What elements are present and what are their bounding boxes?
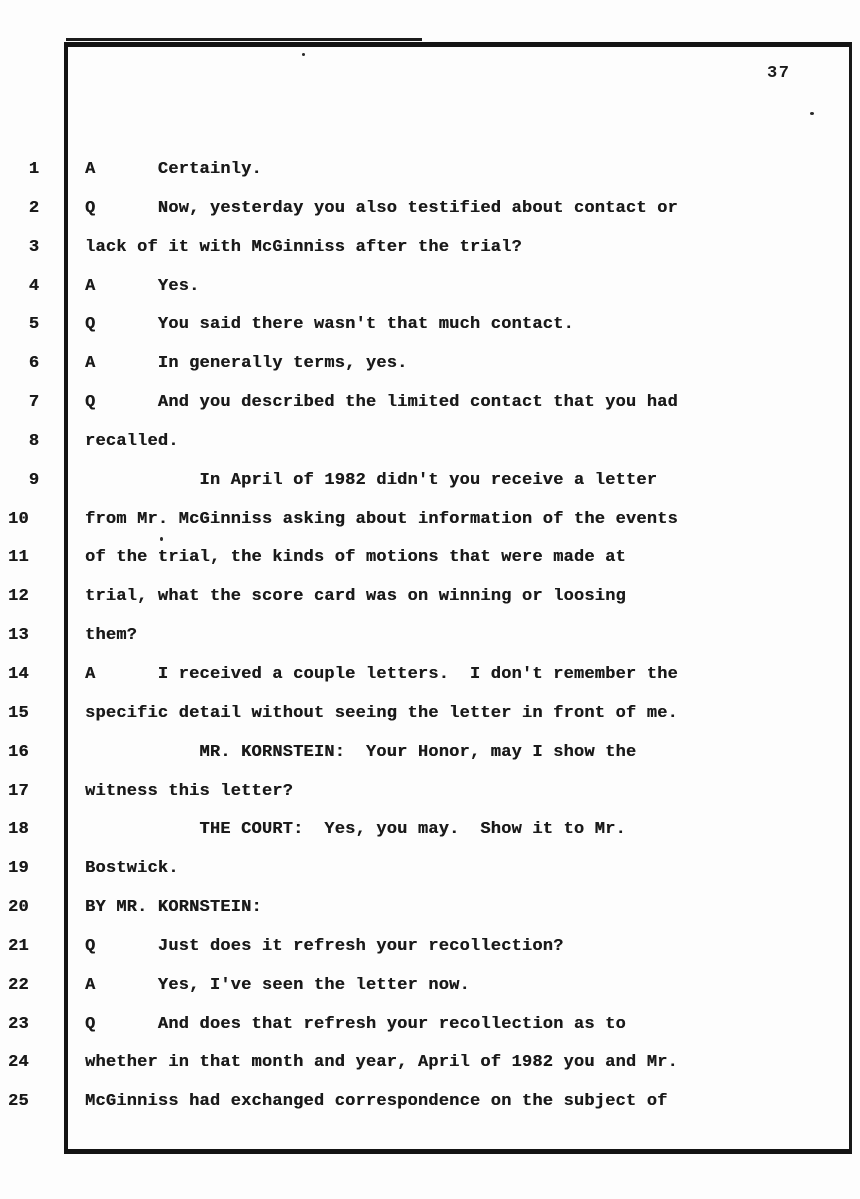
transcript-line: Q And you described the limited contact that you had — [85, 393, 678, 413]
line-number: 22 — [8, 975, 29, 995]
line-number: 6 — [8, 354, 40, 374]
scan-speck — [160, 537, 163, 541]
line-number: 3 — [8, 237, 40, 257]
scan-speck — [302, 53, 305, 56]
line-number: 1 — [8, 160, 40, 179]
line-number: 7 — [8, 393, 40, 413]
line-number: 19 — [8, 859, 29, 879]
transcript-line: Q Just does it refresh your recollection? — [85, 936, 564, 956]
line-number: 12 — [8, 587, 29, 607]
transcript-line: specific detail without seeing the letter in front of me. — [85, 703, 678, 723]
transcript-line: A I received a couple letters. I don't remember the — [85, 664, 678, 684]
transcript-line: Q Now, yesterday you also testified about contact or — [85, 198, 678, 218]
transcript-line: them? — [85, 626, 138, 646]
scan-speck — [810, 112, 814, 115]
line-number: 25 — [8, 1092, 29, 1112]
line-number: 21 — [8, 936, 29, 956]
line-number: 10 — [8, 509, 29, 529]
line-number: 16 — [8, 742, 29, 762]
line-number: 4 — [8, 276, 40, 296]
line-number: 2 — [8, 198, 40, 218]
line-number: 15 — [8, 703, 29, 723]
line-number: 24 — [8, 1053, 29, 1073]
transcript-line: A Yes, I've seen the letter now. — [85, 975, 470, 995]
transcript-line: from Mr. McGinniss asking about information of the events — [85, 509, 678, 529]
line-number: 11 — [8, 548, 29, 568]
line-number: 17 — [8, 781, 29, 801]
transcript-text — [85, 151, 678, 1122]
transcript-line: A Yes. — [85, 276, 200, 296]
scan-border-artifact — [66, 38, 422, 41]
transcript-line: trial, what the score card was on winning or loosing — [85, 587, 626, 607]
page-number: 37 — [767, 64, 791, 83]
line-number: 18 — [8, 820, 29, 840]
line-number: 14 — [8, 664, 29, 684]
line-number: 9 — [8, 470, 40, 490]
line-number: 20 — [8, 898, 29, 918]
transcript-line: MR. KORNSTEIN: Your Honor, may I show the — [85, 742, 637, 762]
transcript-line: BY MR. KORNSTEIN: — [85, 898, 262, 918]
transcript-line: Bostwick. — [85, 859, 179, 879]
transcript-line: A In generally terms, yes. — [85, 354, 408, 374]
transcript-line: THE COURT: Yes, you may. Show it to Mr. — [85, 820, 626, 840]
transcript-line: In April of 1982 didn't you receive a letter — [85, 470, 658, 490]
transcript-line: McGinniss had exchanged correspondence on the subject of — [85, 1092, 668, 1112]
transcript-line: witness this letter? — [85, 781, 294, 801]
transcript-line: recalled. — [85, 431, 179, 451]
transcript-line: of the trial, the kinds of motions that were made at — [85, 548, 626, 568]
transcript-line: Q You said there wasn't that much contact. — [85, 315, 574, 335]
transcript-line: whether in that month and year, April of 1982 you and Mr. — [85, 1053, 678, 1073]
line-number: 23 — [8, 1014, 29, 1034]
line-number-gutter — [8, 151, 39, 1122]
line-number: 5 — [8, 315, 40, 335]
transcript-line: lack of it with McGinniss after the trial? — [85, 237, 522, 257]
transcript-line: A Certainly. — [85, 160, 262, 179]
line-number: 8 — [8, 431, 40, 451]
line-number: 13 — [8, 626, 29, 646]
transcript-line: Q And does that refresh your recollection as to — [85, 1014, 626, 1034]
